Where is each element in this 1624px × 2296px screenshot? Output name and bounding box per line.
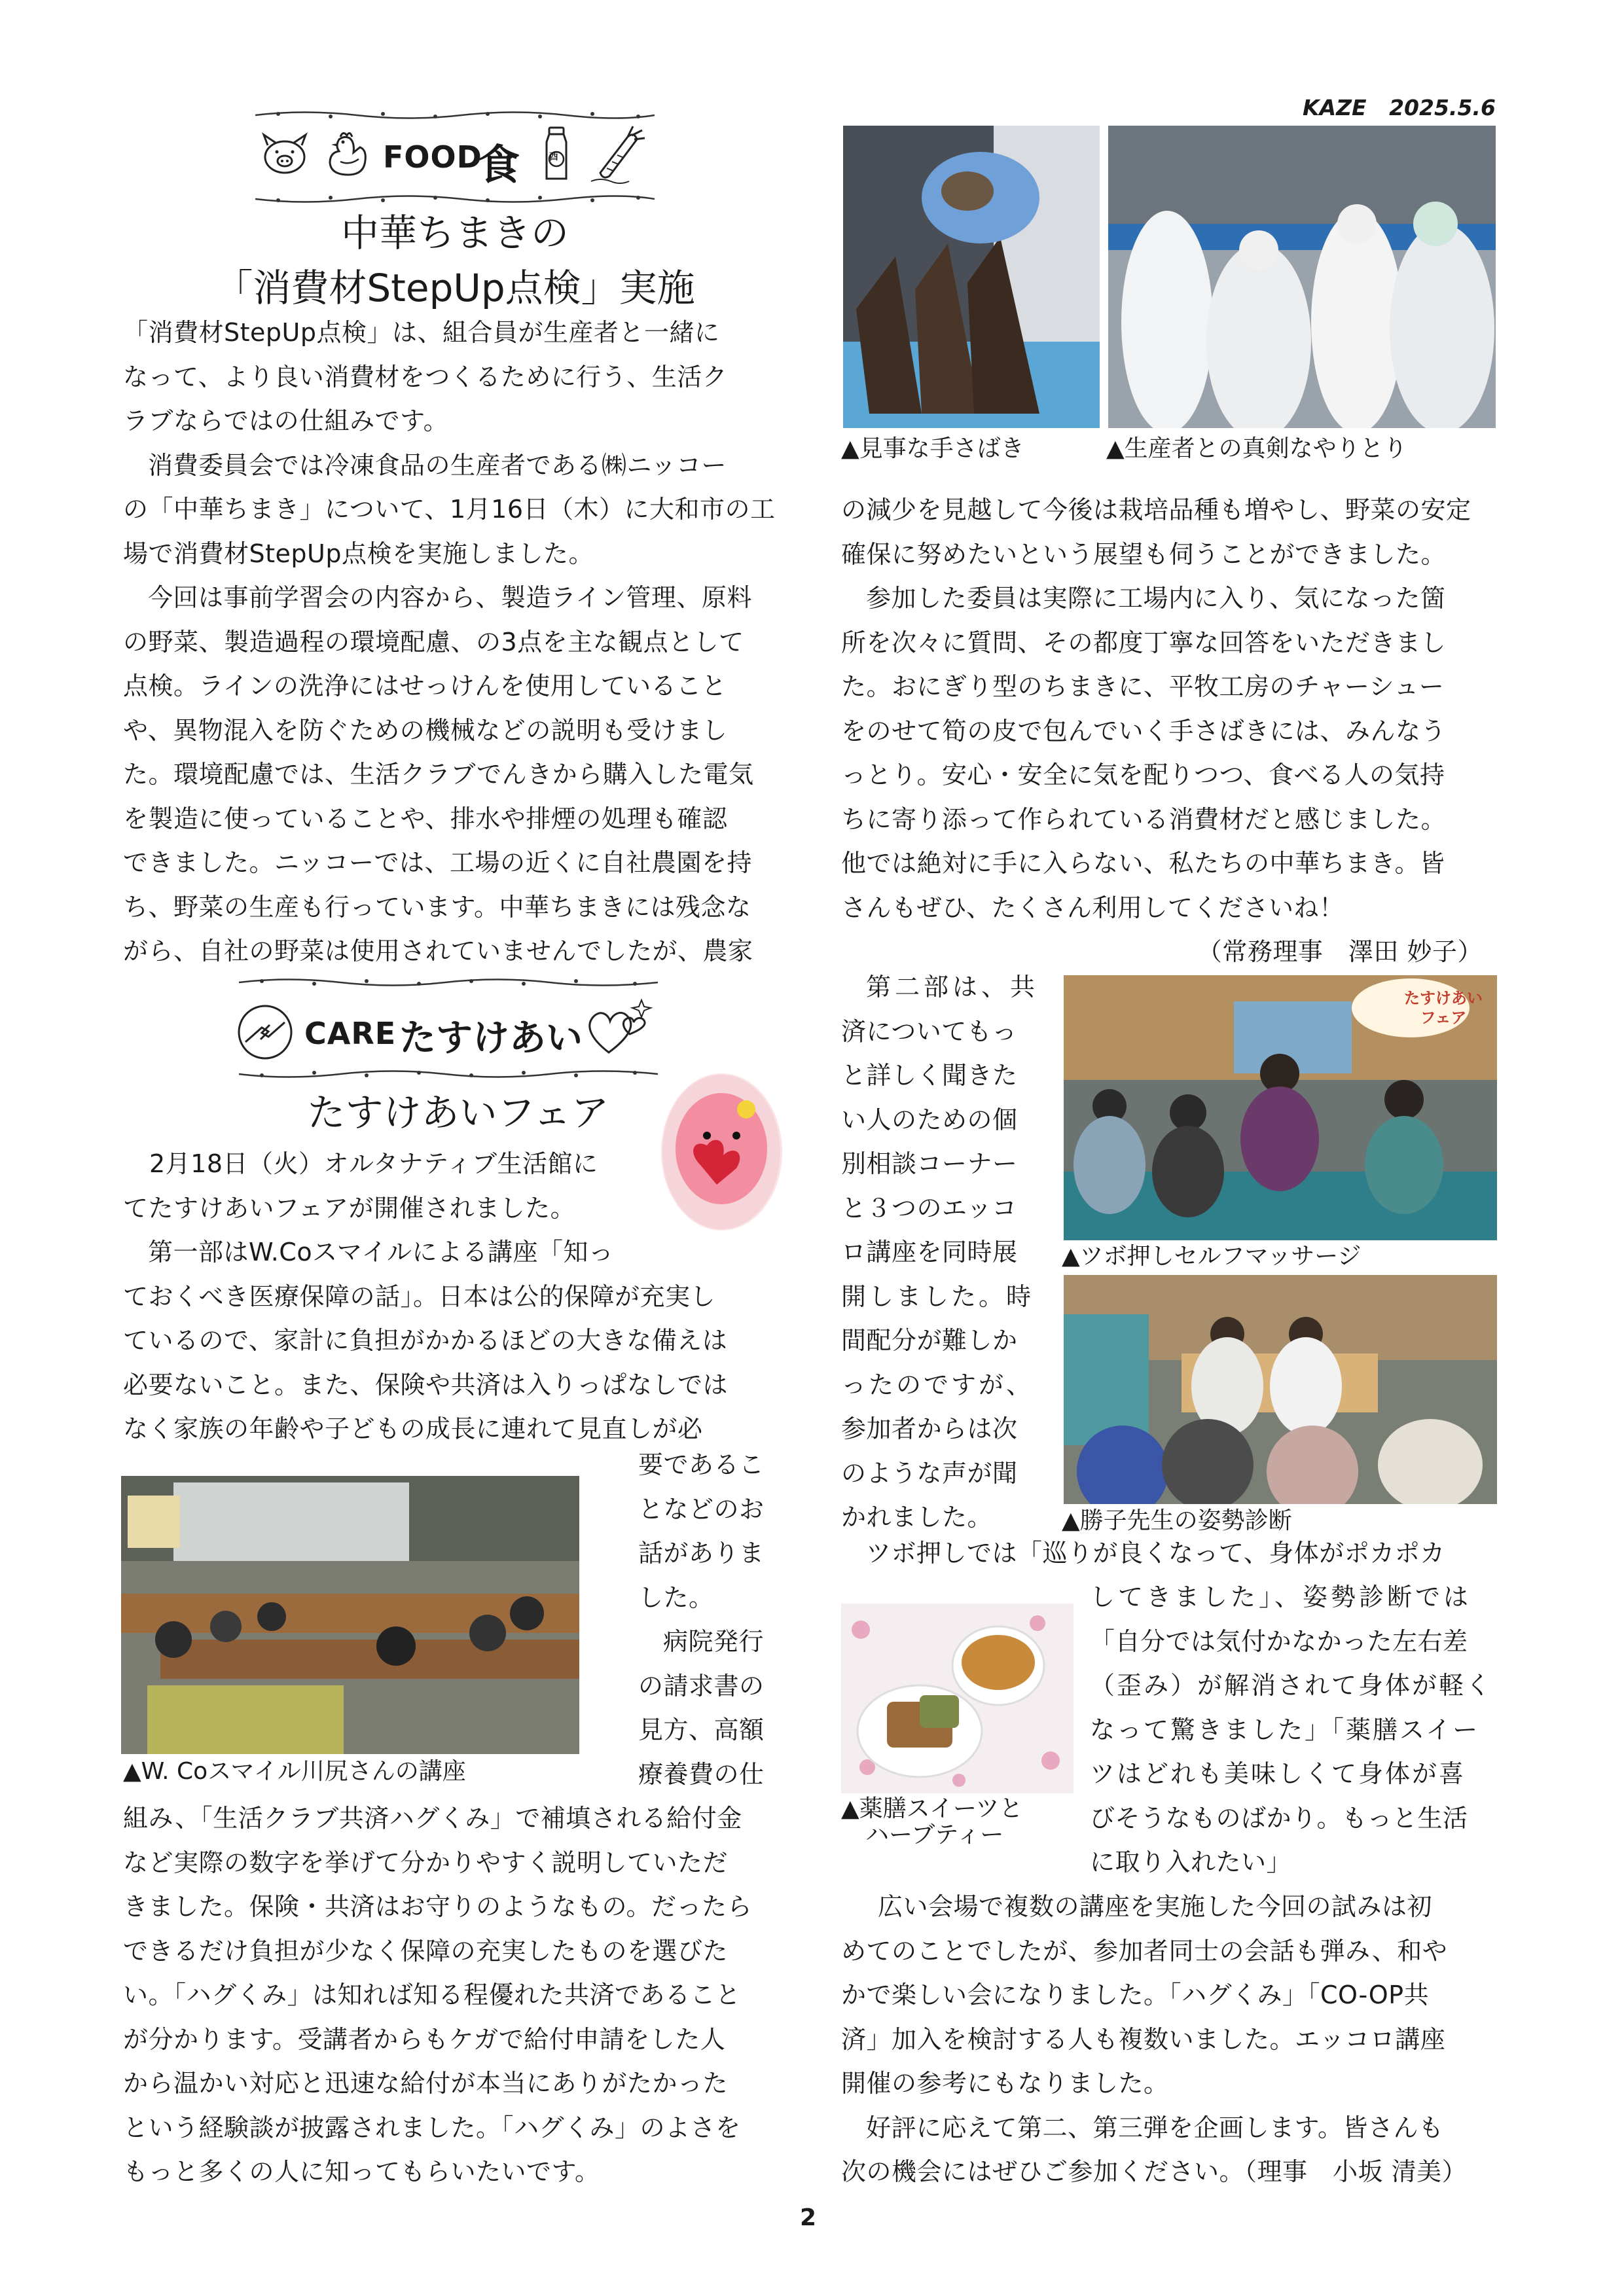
body-line: の請求書の [638, 1671, 765, 1700]
photo-hand-wrapping [843, 126, 1100, 428]
body-line: ているので、家計に負担がかかるほどの大きな備えは [123, 1326, 728, 1355]
milk-jar-label: 酉 [549, 152, 558, 162]
body-line: 済についてもっ [841, 1016, 1017, 1046]
body-line: 広い会場で複数の講座を実施した今回の試みは初 [878, 1892, 1433, 1921]
hearts-icon [583, 995, 658, 1060]
body-line: かで楽しい会になりました。「ハグくみ」「CO-OP共 [841, 1981, 1430, 2009]
body-line: 今回は事前学習会の内容から、製造ライン管理、原料 [148, 583, 752, 612]
care-section-en: CARE [304, 1016, 397, 1051]
body-line: 参加者からは次 [841, 1414, 1018, 1443]
photo-sweets [841, 1604, 1074, 1793]
vine-divider-bottom [236, 1067, 661, 1081]
photo-massage [1064, 975, 1497, 1240]
body-line: や、異物混入を防ぐための機械などの説明も受けまし [123, 715, 728, 745]
body-line: ロ講座を同時展 [841, 1238, 1018, 1266]
body-line: ちに寄り添って作られている消費材だと感じました。 [841, 804, 1447, 834]
caption-massage: ▲ツボ押しセルフマッサージ [1062, 1243, 1362, 1270]
vine-divider-top [252, 108, 658, 122]
body-line: （歪み）が解消されて身体が軽く [1090, 1671, 1493, 1700]
care-section-jp: たすけあい [399, 1017, 583, 1060]
body-line: きました。保険・共済はお守りのようなもの。だったら [123, 1892, 752, 1921]
care-article-title: たすけあいフェア [307, 1090, 609, 1135]
page-number: 2 [800, 2204, 817, 2231]
body-line: びそうなものばかり。もっと生活 [1090, 1803, 1468, 1833]
publication-header [1303, 95, 1496, 120]
body-line: 要であるこ [638, 1450, 765, 1479]
body-line: ったのですが、 [841, 1370, 1034, 1399]
caption-hand-wrapping: ▲見事な手さばき [841, 435, 1024, 462]
care-bottom-body [123, 1797, 789, 2195]
care-voice-body [1090, 1575, 1502, 1885]
body-line: など実際の数字を挙げて分かりやすく説明していただ [123, 1848, 729, 1877]
body-line: かれました。 [841, 1503, 993, 1532]
food-article-body-left [123, 311, 789, 974]
body-line: めてのことでしたが、参加者同士の会話も弾み、和や [841, 1936, 1448, 1965]
body-line: 「自分では気付かなかった左右差 [1090, 1626, 1468, 1656]
caption-factory-discussion: ▲生産者との真剣なやりとり [1106, 435, 1407, 462]
vine-divider-top [236, 975, 661, 990]
body-line: た。環境配慮では、生活クラブでんきから購入した電気 [123, 760, 754, 789]
body-line: 療養費の仕 [638, 1759, 765, 1789]
body-line: た。おにぎり型のちまきに、平牧工房のチャーシュー [841, 672, 1445, 701]
body-line: となどのお [638, 1494, 765, 1524]
body-line: と３つのエッコ [841, 1193, 1017, 1223]
body-line: 開催の参考にもなりました。 [841, 2069, 1169, 2098]
body-line: ツはどれも美味しくて身体が喜 [1090, 1759, 1466, 1788]
body-line: をのせて筍の皮で包んでいく手さばきには、みんなう [841, 716, 1447, 745]
body-line: の減少を見越して今後は栽培品種も増やし、野菜の安定 [841, 495, 1471, 524]
body-line: い人のための個 [841, 1105, 1018, 1134]
body-line: した。 [638, 1583, 714, 1612]
publication-name: KAZE [1303, 95, 1367, 120]
body-line: がら、自社の野菜は使用されていませんでしたが、農家 [123, 937, 753, 965]
care-voice-first-line: ツボ押しでは「巡りが良くなって、身体がポカポカ [866, 1539, 1445, 1568]
body-line: 第二部は、共 [866, 973, 1039, 1001]
body-line: 2月18日（火）オルタナティブ生活館に [149, 1149, 598, 1178]
caption-posture: ▲勝子先生の姿勢診断 [1062, 1507, 1292, 1534]
caption-sweets-1: ▲薬膳スイーツと [841, 1795, 1023, 1822]
body-line: が分かります。受講者からもケガで給付申請をした人 [123, 2024, 726, 2054]
body-line: もっと多くの人に知ってもらいたいです。 [123, 2157, 600, 2186]
body-line: 他では絶対に手に入らない、私たちの中華ちまき。皆 [841, 849, 1445, 878]
body-line: できました。ニッコーでは、工場の近くに自社農園を持 [123, 848, 752, 877]
food-article-body-right [841, 488, 1502, 975]
body-line: の「中華ちまき」について、1月16日（木）に大和市の工 [123, 495, 776, 524]
food-article-title [121, 209, 789, 312]
care-intro-body [123, 1142, 789, 1452]
care-narrow-body [638, 1443, 789, 1797]
body-line: 所を次々に質問、その都度丁寧な回答をいただきまし [841, 628, 1447, 657]
banner-fair: たすけあい フェア [1404, 989, 1483, 1027]
helping-hands-icon [236, 1003, 295, 1062]
body-line: の野菜、製造過程の環境配慮、の3点を主な観点として [123, 627, 744, 656]
body-line: できるだけ負担が少なく保障の充実したものを選びた [123, 1936, 729, 1965]
body-line: 間配分が難しか [841, 1326, 1018, 1355]
body-line: てたすけあいフェアが開催されました。 [123, 1193, 576, 1223]
body-line: い。「ハグくみ」は知れば知る程優れた共済であること [123, 1981, 741, 2009]
photo-posture [1064, 1275, 1497, 1504]
food-section-label [383, 139, 482, 175]
vine-divider-bottom [252, 192, 658, 206]
body-line: 場で消費材StepUp点検を実施しました。 [123, 539, 594, 568]
caption-sweets-2: ハーブティー [865, 1821, 1004, 1848]
care-closing-body [841, 1885, 1502, 2195]
body-line: なく家族の年齢や子どもの成長に連れて見直しが必 [123, 1414, 703, 1443]
food-title-line1: 中華ちまきの [340, 211, 569, 255]
body-line: を製造に使っていることや、排水や排煙の処理も確認 [123, 804, 728, 833]
body-line: 組み、「生活クラブ共済ハグくみ」で補填される給付金 [123, 1804, 742, 1833]
body-line: してきました」、姿勢診断では [1090, 1583, 1472, 1611]
body-line: という経験談が披露されました。「ハグくみ」のよさを [123, 2113, 741, 2142]
body-line: 見方、高額 [638, 1715, 765, 1744]
body-line: 第一部はW.Coスマイルによる講座「知っ [148, 1238, 614, 1266]
food-signature: （常務理事 澤田 妙子） [1197, 937, 1483, 966]
body-line: なって、より良い消費材をつくるために行う、生活ク [123, 362, 728, 391]
body-line: ておくべき医療保障の話」。日本は公的保障が充実し [123, 1282, 716, 1311]
body-line: ラブならではの仕組みです。 [123, 406, 449, 435]
body-line: 開しました。時 [841, 1282, 1034, 1311]
body-line: 参加した委員は実際に工場内に入り、気になった箇 [866, 584, 1446, 613]
body-line: に取り入れたい」 [1090, 1848, 1292, 1876]
care-section-header [236, 975, 661, 1083]
body-line: さんもぜひ、たくさん利用してくださいね！ [841, 893, 1344, 922]
chicken-icon [321, 128, 373, 180]
body-line: 次の機会にはぜひご参加ください。（理事 小坂 清美） [841, 2157, 1468, 2186]
body-line: 必要ないこと。また、保険や共済は入りっぱなしでは [123, 1370, 729, 1399]
body-line: 点検。ラインの洗浄にはせっけんを使用していること [123, 672, 727, 700]
food-section-header [252, 108, 658, 209]
body-line: 消費委員会では冷凍食品の生産者である㈱ニッコー [148, 450, 727, 480]
body-line: のような声が聞 [841, 1458, 1018, 1488]
food-section-en: FOOD [383, 139, 482, 175]
body-line: 確保に努めたいという展望も伺うことができました。 [841, 539, 1447, 569]
body-line: なって驚きました」「薬膳スイー [1090, 1715, 1480, 1744]
photo-factory-discussion [1108, 126, 1496, 428]
body-line: 「消費材StepUp点検」は、組合員が生産者と一緒に [123, 318, 720, 347]
body-line: から温かい対応と迅速な給付が本当にありがたかった [123, 2069, 729, 2098]
photo-lecture [121, 1476, 579, 1754]
body-line: 病院発行 [663, 1627, 765, 1656]
food-section-jp: 食 [478, 141, 520, 190]
vegetable-icon [587, 124, 646, 186]
body-line: 好評に応えて第二、第三弾を企画します。皆さんも [866, 2113, 1444, 2142]
pig-icon [259, 131, 311, 177]
body-line: っとり。安心・安全に気を配りつつ、食べる人の気持 [841, 761, 1445, 789]
food-title-line2: 「消費材StepUp点検」実施 [215, 266, 695, 310]
body-line: 済」加入を検討する人も複数いました。エッコロ講座 [841, 2024, 1446, 2054]
body-line: と詳しく聞きた [841, 1061, 1018, 1090]
body-line: 話がありま [638, 1539, 765, 1568]
body-line: ち、野菜の生産も行っています。中華ちまきには残念な [123, 892, 751, 922]
body-line: 別相談コーナー [841, 1149, 1018, 1178]
caption-lecture: ▲W. Coスマイル川尻さんの講座 [123, 1758, 466, 1785]
publication-date: 2025.5.6 [1389, 95, 1496, 120]
care-part2-body [841, 965, 1057, 1540]
